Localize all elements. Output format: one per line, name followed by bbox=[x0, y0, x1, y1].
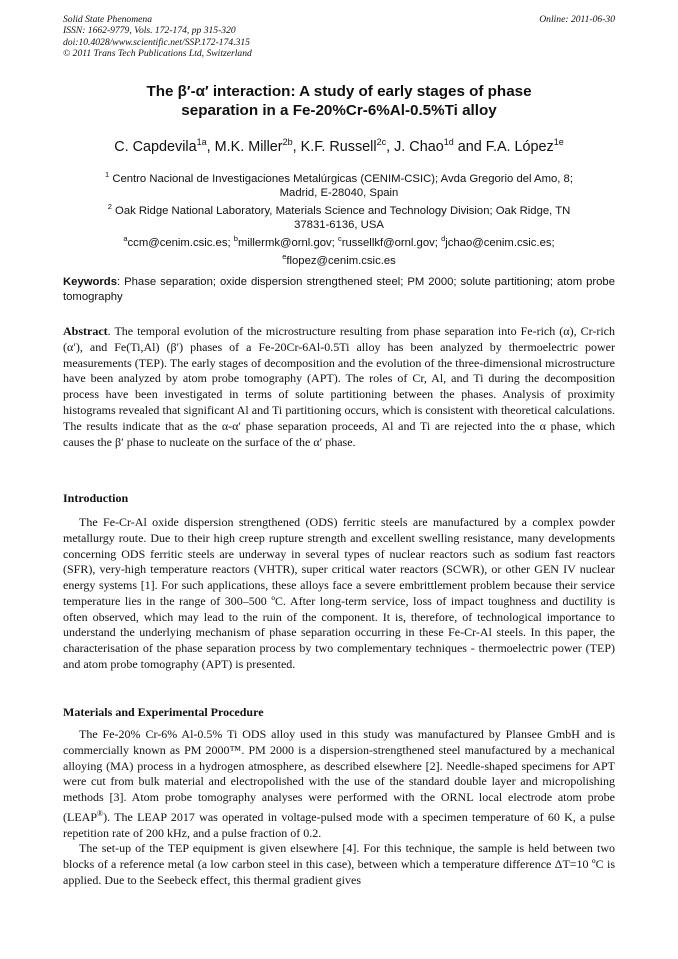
email-link[interactable]: russellkf@ornl.gov; bbox=[341, 237, 438, 250]
introduction-body bbox=[63, 515, 615, 673]
paragraph bbox=[63, 727, 615, 841]
email-mark: a bbox=[123, 234, 128, 244]
title-line-2: separation in a Fe-20%Cr-6%Al-0.5%Ti alloy bbox=[181, 101, 497, 119]
author-affil-mark: 2b bbox=[282, 137, 293, 147]
affil-text: Centro Nacional de Investigaciones Metalúrgicas (CENIM-CSIC); Avda Gregorio del Amo, 8; bbox=[112, 172, 573, 185]
affiliations bbox=[70, 168, 608, 268]
doi-line: doi:10.4028/www.scientific.net/SSP.172-174.315 bbox=[63, 36, 250, 48]
email-mark: e bbox=[282, 252, 287, 262]
author-affil-mark: 1e bbox=[553, 137, 564, 147]
paragraph: The set-up of the TEP equipment is given elsewhere [4]. For this technique, the sample is held between two blocks of a reference metal (a low carbon steel in this case), between which a temperature difference ΔT=10 ºC is applied. Due to the Seebeck effect, this thermal gradient gives bbox=[63, 841, 615, 887]
affiliation-2 bbox=[70, 200, 608, 218]
affiliation-1 bbox=[70, 168, 608, 186]
paper-title bbox=[60, 83, 618, 120]
online-date: Online: 2011-06-30 bbox=[539, 14, 615, 25]
affil-number: 2 bbox=[107, 202, 112, 212]
author-affil-mark: 1d bbox=[443, 137, 454, 147]
email-line-2 bbox=[70, 250, 608, 268]
email-link[interactable]: ccm@cenim.csic.es; bbox=[127, 237, 231, 250]
registered-mark: ® bbox=[97, 808, 104, 818]
abstract bbox=[63, 324, 615, 450]
affiliation-2-cont: 37831-6136, USA bbox=[294, 219, 384, 232]
email-link[interactable]: jchao@cenim.csic.es; bbox=[445, 237, 555, 250]
affiliation-1-cont: Madrid, E-28040, Spain bbox=[279, 186, 399, 199]
section-heading-materials: Materials and Experimental Procedure bbox=[63, 705, 264, 719]
email-line bbox=[70, 232, 608, 250]
author-conjunction: and bbox=[457, 138, 482, 155]
materials-body bbox=[63, 727, 615, 889]
author-name: K.F. Russell bbox=[300, 138, 377, 155]
copyright-line: © 2011 Trans Tech Publications Ltd, Switzerland bbox=[63, 47, 252, 59]
abstract-text: . The temporal evolution of the microstructure resulting from phase separation into Fe-rich (α), Cr-rich (α′), and Fe(Ti,Al) (β′) phases of a Fe-20Cr-6Al-0.5Ti alloy has been analyzed by thermoelectric power measurements (TEP). The early stages of decomposition and the evolution of the three-dimensional microstructure have been analyzed by atom probe tomography (APT). The roles of Cr, Al, and Ti during the decomposition process have been investigated in terms of solute partitioning between the phases. Analysis of proximity histograms revealed that significant Al and Ti partitioning occurs, which is consistent with theoretical calculations. The results indicate that as the α-α′ phase separation proceeds, Al and Ti are rejected into the α phase, which causes the β′ phase to nucleate on the surface of the α′ phase. bbox=[63, 324, 615, 449]
author-list: C. Capdevila$^{1a}$, M.K. Miller$^{2b}$, K.F. Russell$^{2c}$, J. Chao$^{1d}$ and F.A. López$^{1e}$ bbox=[114, 137, 564, 155]
author-affil-mark: 1a bbox=[196, 137, 207, 147]
author-name: C. Capdevila bbox=[114, 138, 197, 155]
title-line-1: The β′-α′ interaction: A study of early stages of phase bbox=[146, 83, 532, 100]
author-name: J. Chao bbox=[394, 138, 444, 155]
abstract-label: Abstract bbox=[63, 324, 108, 338]
paragraph-text: ). The LEAP 2017 was operated in voltage-pulsed mode with a specimen temperature of 60 K, a pulse repetition rate of 200 kHz, and a pulse fraction of 0.2. bbox=[63, 809, 615, 840]
email-mark: b bbox=[233, 234, 238, 244]
issn-line: ISSN: 1662-9779, Vols. 172-174, pp 315-320 bbox=[63, 25, 236, 37]
email-link[interactable]: millermk@ornl.gov; bbox=[237, 237, 335, 250]
keywords-label: Keywords bbox=[63, 276, 117, 288]
author-name: M.K. Miller bbox=[214, 138, 283, 155]
email-link[interactable]: flopez@cenim.csic.es bbox=[286, 255, 396, 268]
keywords bbox=[63, 275, 615, 304]
author-affil-mark: 2c bbox=[376, 137, 387, 147]
keywords-text: : Phase separation; oxide dispersion strengthened steel; PM 2000; solute partitioning; atom probe tomography bbox=[63, 276, 615, 303]
author-name: F.A. López bbox=[485, 138, 554, 155]
paragraph: The Fe-Cr-Al oxide dispersion strengthened (ODS) ferritic steels are manufactured by a complex powder metallurgy route. Due to their high creep rupture strength and excellent swelling resistance, many developments concerning ODS ferritic steels are underway in several types of nuclear reactors such as sodium fast reactors (SFR), very-high temperature reactors (VHTR), super critical water reactors (SCWR), or other GEN IV nuclear energy systems [1]. For such applications, these alloys face a severe embrittlement problem because their service temperature lies in the range of 300–500 ºC. After long-term service, loss of impact toughness and ductility is often observed, which may lead to the ruin of the component. It is, therefore, of technological importance to understand the underlying mechanism of phase separation occurring in these Fe-Cr-Al steels. In this paper, the characterisation of the phase separation process by two complementary techniques - thermoelectric power (TEP) and atom probe tomography (APT) is presented. bbox=[63, 515, 615, 671]
affil-text: Oak Ridge National Laboratory, Materials Science and Technology Division; Oak Ridge, TN bbox=[115, 204, 571, 217]
email-mark: c bbox=[337, 234, 342, 244]
affil-number: 1 bbox=[105, 170, 110, 179]
section-heading-introduction: Introduction bbox=[63, 491, 129, 505]
journal-name: Solid State Phenomena bbox=[63, 14, 152, 25]
journal-header bbox=[63, 14, 615, 59]
paragraph-text: The Fe-20% Cr-6% Al-0.5% Ti ODS alloy used in this study was manufactured by Plansee GmbH and is commercially known as PM 2000™. PM 2000 is a dispersion-strengthened steel manufactured by a mechanical alloying (MA) process in a hydrogen atmosphere, as described elsewhere [2]. Needle-shaped specimens for APT were cut from bulk material and electropolished with the use of the standard double layer and micropolishing methods [3]. Atom probe tomography analyses were performed with the ORNL local electrode atom probe (LEAP bbox=[63, 727, 615, 824]
email-mark: d bbox=[441, 234, 446, 244]
